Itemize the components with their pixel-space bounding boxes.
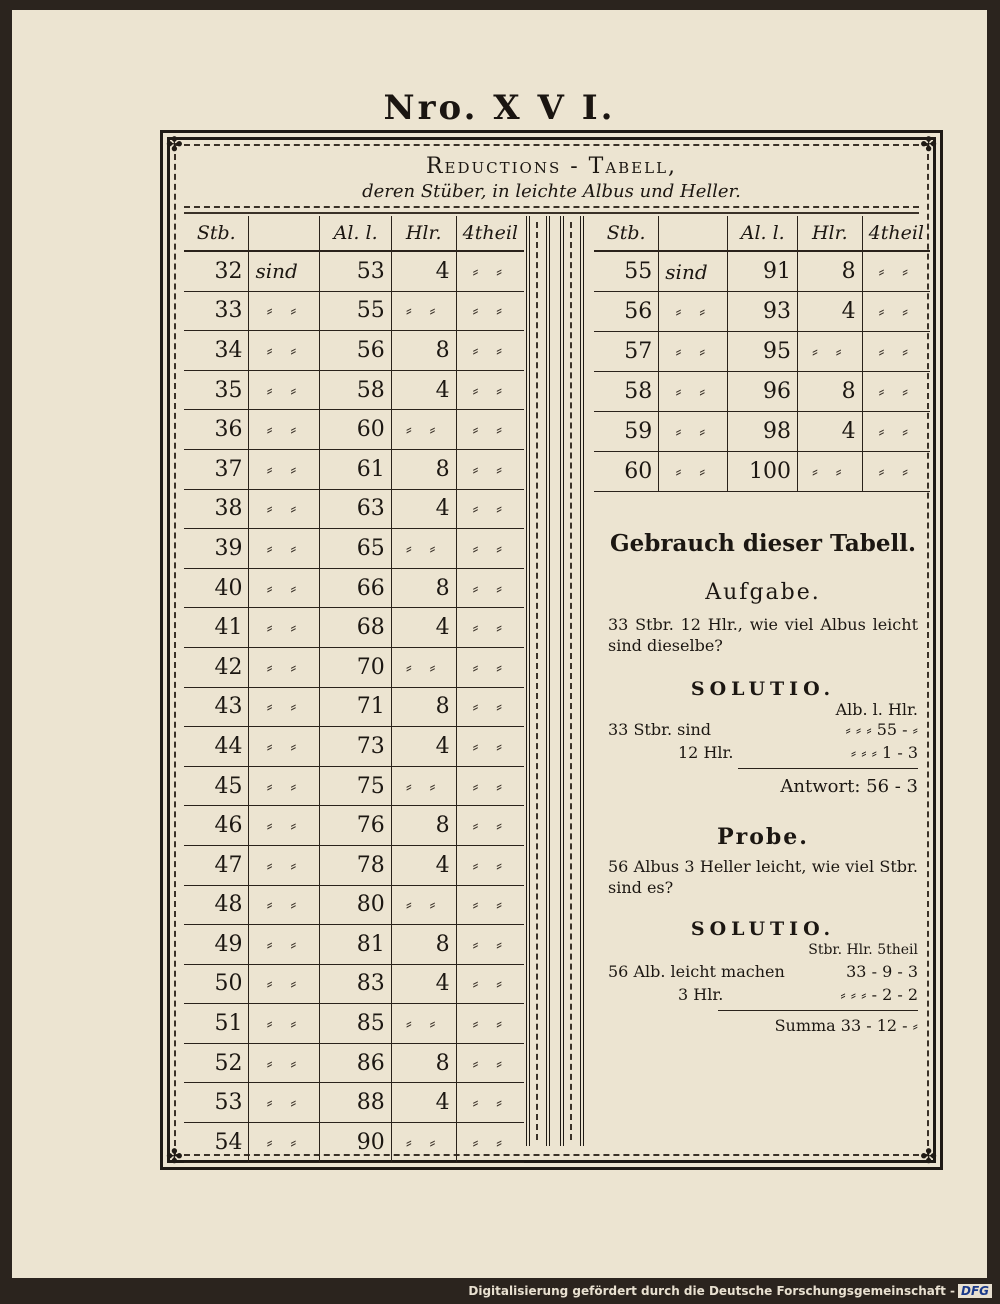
table-row [184,964,524,1004]
cell-viertel: ⸗ ⸗ [456,410,524,450]
cell-stueber: 50 [184,964,249,1004]
fleuron-icon: ✤ [920,132,937,156]
cell-heller: 8 [797,251,862,292]
cell-heller: ⸗ ⸗ [391,529,456,569]
cell-viertel: ⸗ ⸗ [456,489,524,529]
table-row [184,845,524,885]
cell-albus: 68 [320,608,391,648]
cell-stueber: 51 [184,1004,249,1044]
col-viertel: 4theil [456,216,524,251]
cell-stueber: 58 [594,372,659,412]
table-row [184,885,524,925]
cell-stueber: 55 [594,251,659,292]
solutio-heading-1: SOLUTIO. [690,678,836,700]
cell-ditto: ⸗ ⸗ [249,885,320,925]
cell-stueber: 41 [184,608,249,648]
table-header-row [594,216,930,251]
col-stb: Stb. [184,216,249,251]
cell-viertel: ⸗ ⸗ [456,806,524,846]
cell-viertel: ⸗ ⸗ [456,766,524,806]
cell-viertel: ⸗ ⸗ [456,1043,524,1083]
cell-heller: 4 [797,292,862,332]
cell-albus: 76 [320,806,391,846]
cell-albus: 93 [728,292,798,332]
cell-albus: 98 [728,412,798,452]
cell-viertel: ⸗ ⸗ [456,925,524,965]
title-line-2: deren Stüber, in leichte Albus und Heller. [362,181,741,202]
cell-stueber: 56 [594,292,659,332]
cell-stueber: 43 [184,687,249,727]
cell-stueber: 34 [184,331,249,371]
solutio-heading-2: SOLUTIO. [690,918,836,940]
table-row [184,568,524,608]
cell-ditto: ⸗ ⸗ [249,331,320,371]
cell-albus: 90 [320,1123,391,1163]
cell-albus: 55 [320,291,391,331]
cell-ditto: ⸗ ⸗ [249,1043,320,1083]
col-heller: Hlr. [797,216,862,251]
cell-viertel: ⸗ ⸗ [862,332,930,372]
cell-stueber: 54 [184,1123,249,1163]
cell-stueber: 52 [184,1043,249,1083]
table-row [184,370,524,410]
table-row [184,1043,524,1083]
table-row [594,412,930,452]
cell-albus: 80 [320,885,391,925]
cell-heller: 4 [391,370,456,410]
cell-heller: ⸗ ⸗ [391,410,456,450]
table-row [594,372,930,412]
cell-albus: 86 [320,1043,391,1083]
cell-albus: 81 [320,925,391,965]
table-header-row [184,216,524,251]
solutio-2-column-heads: Stbr. Hlr. 5theil [808,942,918,958]
cell-heller: ⸗ ⸗ [797,332,862,372]
cell-stueber: 57 [594,332,659,372]
usage-title: Gebrauch dieser Tabell. [609,530,916,557]
table-row [184,687,524,727]
cell-heller: ⸗ ⸗ [391,1123,456,1163]
cell-ditto: ⸗ ⸗ [249,608,320,648]
cell-ditto: ⸗ ⸗ [249,291,320,331]
cell-albus: 56 [320,331,391,371]
column-divider [526,216,550,1146]
digitization-footer [468,1284,992,1298]
cell-ditto: ⸗ ⸗ [249,410,320,450]
cell-sind: sind [249,251,320,291]
cell-ditto: ⸗ ⸗ [249,647,320,687]
cell-heller: 8 [391,331,456,371]
col-albus: Al. l. [728,216,798,251]
col-stb: Stb. [594,216,659,251]
cell-viertel: ⸗ ⸗ [862,412,930,452]
solutio-1-column-heads: Alb. l. Hlr. [835,700,918,719]
solutio-1-line-2-values: ⸗ ⸗ ⸗ 1 - 3 [850,743,918,762]
cell-stueber: 33 [184,291,249,331]
cell-heller: ⸗ ⸗ [391,647,456,687]
cell-ditto: ⸗ ⸗ [659,372,728,412]
cell-albus: 96 [728,372,798,412]
probe-heading: Probe. [717,824,809,850]
title-line-1: Reductions - Tabell, [425,154,678,179]
cell-albus: 85 [320,1004,391,1044]
cell-heller: ⸗ ⸗ [391,1004,456,1044]
cell-stueber: 36 [184,410,249,450]
cell-stueber: 45 [184,766,249,806]
table-row [184,331,524,371]
cell-ditto: ⸗ ⸗ [659,452,728,492]
solutio-1-line-1-values: ⸗ ⸗ ⸗ 55 - ⸗ [845,720,918,739]
table-row [184,766,524,806]
cell-heller: 4 [391,727,456,767]
solutio-1-line-1-label: 33 Stbr. sind [608,720,712,739]
cell-heller: ⸗ ⸗ [797,452,862,492]
book-page [12,10,987,1278]
cell-heller: 8 [391,449,456,489]
cell-stueber: 60 [594,452,659,492]
aufgabe-heading: Aufgabe. [705,580,821,605]
cell-albus: 65 [320,529,391,569]
col-blank [249,216,320,251]
cell-heller: 4 [391,845,456,885]
cell-viertel: ⸗ ⸗ [456,885,524,925]
cell-viertel: ⸗ ⸗ [862,372,930,412]
ornamental-frame [160,130,943,1170]
cell-stueber: 42 [184,647,249,687]
page-heading: Nro. X V I. [383,88,616,128]
cell-viertel: ⸗ ⸗ [456,291,524,331]
cell-albus: 91 [728,251,798,292]
fleuron-icon: ✤ [166,132,183,156]
cell-ditto: ⸗ ⸗ [249,370,320,410]
table-row [594,292,930,332]
solutio-2-line-1-label: 56 Alb. leicht machen [608,962,785,981]
table-row [184,1004,524,1044]
cell-albus: 75 [320,766,391,806]
cell-ditto: ⸗ ⸗ [249,845,320,885]
cell-stueber: 46 [184,806,249,846]
cell-viertel: ⸗ ⸗ [456,845,524,885]
table-row [184,1083,524,1123]
cell-heller: 4 [391,608,456,648]
dfg-logo: DFG [958,1284,992,1298]
cell-ditto: ⸗ ⸗ [249,727,320,767]
cell-ditto: ⸗ ⸗ [249,449,320,489]
cell-viertel: ⸗ ⸗ [456,1004,524,1044]
cell-ditto: ⸗ ⸗ [249,806,320,846]
cell-stueber: 32 [184,251,249,291]
cell-ditto: ⸗ ⸗ [249,489,320,529]
cell-ditto: ⸗ ⸗ [659,292,728,332]
cell-viertel: ⸗ ⸗ [456,608,524,648]
table-row [594,452,930,492]
cell-stueber: 59 [594,412,659,452]
cell-ditto: ⸗ ⸗ [249,1083,320,1123]
cell-viertel: ⸗ ⸗ [456,449,524,489]
cell-ditto: ⸗ ⸗ [659,332,728,372]
table-row [184,291,524,331]
cell-viertel: ⸗ ⸗ [456,1083,524,1123]
cell-ditto: ⸗ ⸗ [249,529,320,569]
cell-heller: 4 [391,489,456,529]
cell-albus: 70 [320,647,391,687]
cell-viertel: ⸗ ⸗ [456,727,524,767]
cell-stueber: 39 [184,529,249,569]
cell-albus: 100 [728,452,798,492]
probe-text: 56 Albus 3 Heller leicht, wie viel Stbr. sind es? [608,857,918,897]
cell-albus: 73 [320,727,391,767]
cell-heller: 4 [797,412,862,452]
cell-ditto: ⸗ ⸗ [249,687,320,727]
cell-heller: 8 [391,568,456,608]
cell-viertel: ⸗ ⸗ [456,568,524,608]
solutio-2-line-2-label: 3 Hlr. [678,985,724,1004]
solutio-1-line-2-label: 12 Hlr. [678,743,734,762]
cell-stueber: 35 [184,370,249,410]
reduction-table-left [184,216,524,1163]
cell-albus: 83 [320,964,391,1004]
table-row [184,251,524,291]
cell-heller: 8 [391,925,456,965]
table-row [184,608,524,648]
cell-albus: 66 [320,568,391,608]
cell-viertel: ⸗ ⸗ [862,251,930,292]
cell-heller: ⸗ ⸗ [391,885,456,925]
table-row [184,925,524,965]
cell-viertel: ⸗ ⸗ [456,1123,524,1163]
cell-sind: sind [659,251,728,292]
table-row [594,251,930,292]
cell-ditto: ⸗ ⸗ [249,1004,320,1044]
col-albus: Al. l. [320,216,391,251]
table-row [184,449,524,489]
cell-ditto: ⸗ ⸗ [249,1123,320,1163]
cell-viertel: ⸗ ⸗ [862,452,930,492]
col-viertel: 4theil [862,216,930,251]
cell-heller: 4 [391,964,456,1004]
cell-viertel: ⸗ ⸗ [456,251,524,291]
answer: Antwort: 56 - 3 [780,776,918,797]
cell-viertel: ⸗ ⸗ [456,964,524,1004]
table-row [184,806,524,846]
cell-stueber: 49 [184,925,249,965]
summa: Summa 33 - 12 - ⸗ [774,1016,918,1035]
cell-albus: 53 [320,251,391,291]
table-title [190,154,913,202]
reduction-table-right [594,216,930,492]
cell-albus: 78 [320,845,391,885]
cell-heller: 8 [391,1043,456,1083]
cell-albus: 88 [320,1083,391,1123]
cell-albus: 95 [728,332,798,372]
col-blank [659,216,728,251]
sum-rule [718,1010,918,1011]
sum-rule [738,768,918,769]
cell-heller: ⸗ ⸗ [391,766,456,806]
table-row [184,1123,524,1163]
cell-heller: 4 [391,1083,456,1123]
table-row [184,489,524,529]
table-row [184,727,524,767]
cell-ditto: ⸗ ⸗ [249,766,320,806]
footer-text: Digitalisierung gefördert durch die Deutsche Forschungsgemeinschaft - [468,1284,955,1298]
cell-albus: 61 [320,449,391,489]
table-row [184,647,524,687]
cell-viertel: ⸗ ⸗ [456,529,524,569]
column-divider [560,216,584,1146]
cell-stueber: 44 [184,727,249,767]
cell-viertel: ⸗ ⸗ [456,687,524,727]
cell-viertel: ⸗ ⸗ [456,647,524,687]
cell-stueber: 37 [184,449,249,489]
cell-stueber: 48 [184,885,249,925]
col-heller: Hlr. [391,216,456,251]
cell-heller: 8 [797,372,862,412]
table-row [184,410,524,450]
fleuron-icon: ✤ [920,1144,937,1168]
cell-ditto: ⸗ ⸗ [249,964,320,1004]
cell-heller: 8 [391,806,456,846]
title-rule [184,206,919,214]
cell-albus: 63 [320,489,391,529]
fleuron-icon: ✤ [166,1144,183,1168]
cell-stueber: 40 [184,568,249,608]
cell-viertel: ⸗ ⸗ [456,370,524,410]
cell-ditto: ⸗ ⸗ [249,568,320,608]
solutio-2-line-1-values: 33 - 9 - 3 [846,962,918,981]
cell-albus: 58 [320,370,391,410]
cell-stueber: 53 [184,1083,249,1123]
solutio-2-line-2-values: ⸗ ⸗ ⸗ - 2 - 2 [840,985,918,1004]
cell-ditto: ⸗ ⸗ [249,925,320,965]
cell-heller: 8 [391,687,456,727]
cell-stueber: 38 [184,489,249,529]
cell-heller: 4 [391,251,456,291]
table-row [184,529,524,569]
table-row [594,332,930,372]
cell-viertel: ⸗ ⸗ [456,331,524,371]
cell-albus: 71 [320,687,391,727]
cell-ditto: ⸗ ⸗ [659,412,728,452]
cell-albus: 60 [320,410,391,450]
cell-viertel: ⸗ ⸗ [862,292,930,332]
cell-stueber: 47 [184,845,249,885]
cell-heller: ⸗ ⸗ [391,291,456,331]
aufgabe-text: 33 Stbr. 12 Hlr., wie viel Albus leicht sind dieselbe? [608,615,918,655]
